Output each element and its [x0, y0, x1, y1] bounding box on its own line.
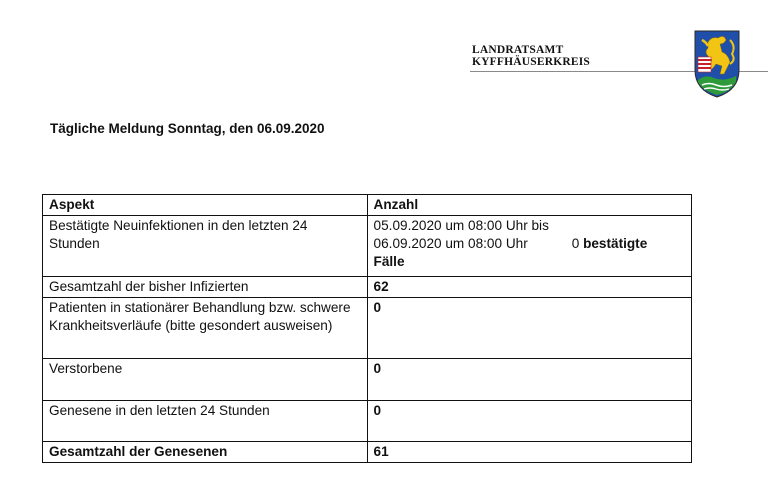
- case-count: 0: [571, 236, 580, 251]
- period-start: 05.09.2020 um 08:00 Uhr bis: [373, 218, 549, 233]
- table-row: [43, 442, 692, 463]
- aspect-cell: Genesene in den letzten 24 Stunden: [43, 401, 368, 442]
- aspect-cell: Gesamtzahl der Genesenen: [43, 442, 368, 463]
- value-cell: [367, 216, 691, 277]
- value-cell: 0: [367, 298, 691, 359]
- column-header-aspekt: Aspekt: [43, 195, 368, 216]
- value-cell: 62: [367, 277, 691, 298]
- case-label-cont: Fälle: [373, 254, 405, 269]
- value-cell: 0: [367, 401, 691, 442]
- org-line-2: KYFFHÄUSERKREIS: [472, 56, 591, 68]
- table-row: [43, 401, 692, 442]
- aspect-cell: Verstorbene: [43, 359, 368, 401]
- aspect-cell: Bestätigte Neuinfektionen in den letzten 24 Stunden: [43, 216, 368, 277]
- table-row: [43, 216, 692, 277]
- period-end: 06.09.2020 um 08:00 Uhr: [373, 236, 528, 251]
- aspect-cell: Patienten in stationärer Behandlung bzw. schwere Krankheitsverläufe (bitte gesondert ausweisen): [43, 298, 368, 359]
- table-row: [43, 277, 692, 298]
- coat-of-arms-icon: [694, 30, 740, 98]
- document-title: Tägliche Meldung Sonntag, den 06.09.2020: [50, 121, 325, 136]
- table-row: [43, 298, 692, 359]
- org-line-1: LANDRATSAMT: [472, 44, 564, 56]
- period-end-line: [374, 235, 685, 253]
- report-table: [42, 194, 692, 463]
- table-header-row: [43, 195, 692, 216]
- value-cell: 61: [367, 442, 691, 463]
- table-row: [43, 359, 692, 401]
- organization-name: [472, 44, 590, 68]
- column-header-anzahl: Anzahl: [367, 195, 691, 216]
- case-label: bestätigte: [583, 236, 648, 251]
- value-cell: 0: [367, 359, 691, 401]
- aspect-cell: Gesamtzahl der bisher Infizierten: [43, 277, 368, 298]
